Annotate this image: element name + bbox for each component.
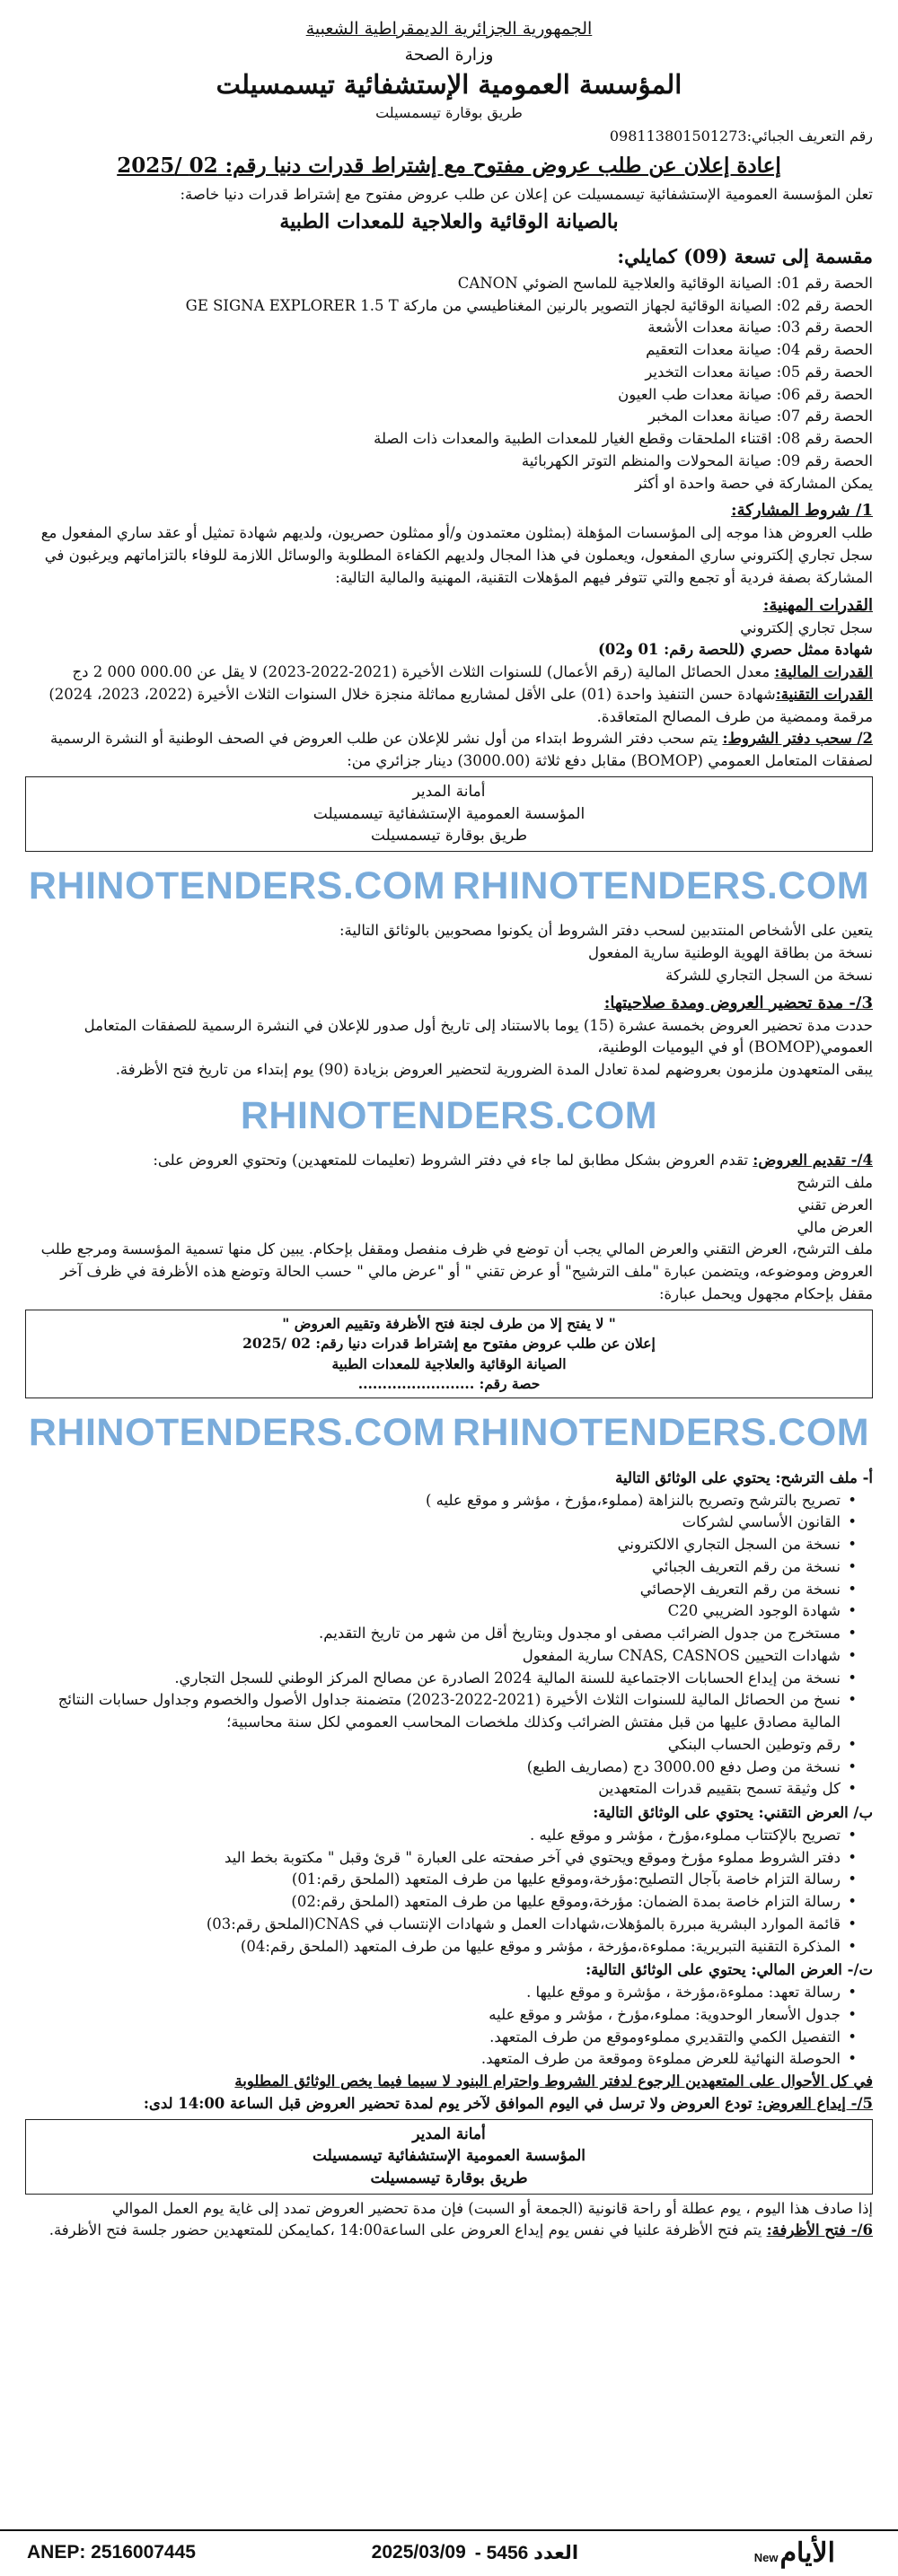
issue-info [372, 2542, 578, 2564]
list-item: • نسخة من رقم التعريف الجبائي [25, 1556, 857, 1579]
intro-text: تعلن المؤسسة العمومية الإستشفائية تيسمسيلت عن إعلان عن طلب عروض مفتوح مع إشتراط قدرات دنيا خاصة: [180, 185, 873, 203]
envelope-label-box [25, 1310, 873, 1399]
list-item: • كل وثيقة تسمح بتقييم قدرات المتعهدين [25, 1778, 857, 1801]
lot-item: الحصة رقم 03: صيانة معدات الأشعة [647, 319, 873, 337]
section-1-body: طلب العروض هذا موجه إلى المؤسسات المؤهلة (بمثلون معتمدون و/أو ممثلون حصريون، ولديهم شهادة تمثيل أو عقد ساري المفعول مع سجل تجاري إلكتروني ساري المفعول، ويعملون في هذا المجال ولديهم الكفاءة المطلوبة والوسائل اللازمة للوفاء بالتزاماتهم ويرغبون في المشاركة بصفة فردية أو تجمع والتي تتوفر فيهم المؤهلات التقنية، المهنية والمالية التالية: [40, 524, 873, 586]
logo-main-text: الأيام [779, 2537, 835, 2569]
financial-offer-heading: ت/- العرض المالي: يحتوي على الوثائق التالية: [585, 1961, 873, 1979]
list-item: • المذكرة التقنية التبريرية: مملوءة،مؤرخة ، مؤشر و موقع عليها من طرف المتعهد (الملحق رقم:04) [25, 1936, 857, 1958]
lot-item: الحصة رقم 01: الصيانة الوقائية والعلاجية للماسح الضوئي CANON [457, 274, 873, 292]
issue-date: 2025/03/09 [371, 2542, 466, 2563]
offer-part: ملف الترشح [797, 1174, 873, 1192]
watermark-row [25, 1404, 873, 1462]
issue-number: - 5456 العدد [474, 2542, 579, 2563]
lot-item: الحصة رقم 06: صيانة معدات طب العيون [618, 385, 873, 403]
financial-capacity-label: القدرات المالية: [774, 663, 873, 681]
lot-item: الحصة رقم 09: صيانة المحولات والمنظم التوتر الكهربائية [521, 451, 873, 469]
withdraw-doc: نسخة من السجل التجاري للشركة [665, 966, 873, 984]
section-6 [25, 2220, 873, 2242]
box-line: الصيانة الوقائية والعلاجية للمعدات الطبية [331, 1354, 567, 1372]
holiday-text: إذا صادف هذا اليوم ، يوم عطلة أو راحة قانونية (الجمعة أو السبت) فإن مدة تحضير العروض تمدد إلى غاية يوم العمل الموالي [111, 2199, 873, 2217]
lot-item: الحصة رقم 07: صيانة معدات المخبر [648, 407, 873, 425]
offer-part: العرض مالي [797, 1218, 873, 1236]
newspaper-footer [0, 2529, 898, 2574]
section-4 [25, 1150, 873, 1172]
section-3-body: حددت مدة تحضير العروض بخمسة عشرة (15) يوما بالاستناد إلى تاريخ أول صدور للإعلان في النشرة الرسمية للصفقات المتعامل العمومي(BOMOP) أو في اليوميات الوطنية، [84, 1016, 873, 1056]
section-4-heading: 4/- تقديم العروض: [753, 1152, 873, 1170]
box-line: أمانة المدير [412, 2125, 486, 2143]
box-line: المؤسسة العمومية الإستشفائية تيسمسيلت [313, 804, 585, 823]
section-6-heading: 6/- فتح الأظرفة: [766, 2221, 873, 2239]
professional-item: سجل تجاري إلكتروني [740, 618, 873, 636]
watermark-row [25, 1087, 873, 1145]
watermark: RHINOTENDERS.COM [452, 863, 870, 907]
list-item: • نسخة من رقم التعريف الإحصائي [25, 1579, 857, 1601]
list-item: • تصريح بالإكتتاب مملوء،مؤرخ ، مؤشر و موقع عليه . [25, 1825, 857, 1847]
section-2 [25, 728, 873, 773]
section-5 [25, 2093, 873, 2116]
financial-capacity-text: معدل الحصائل المالية (رقم الأعمال) للسنوات الثلاث الأخيرة (2021-2022-2023) لا يقل عن 000.00 000 2 دج [72, 663, 775, 681]
list-item: • التفصيل الكمي والتقديري مملوءوموقع من طرف المتعهد. [25, 2027, 857, 2049]
lot-item: الحصة رقم 05: صيانة معدات التخدير [645, 363, 873, 381]
list-item: • رقم وتوطين الحساب البنكي [25, 1734, 857, 1757]
lot-item: يمكن المشاركة في حصة واحدة او أكثر [635, 474, 873, 492]
ministry-header: وزارة الصحة [404, 44, 494, 65]
box-line: طريق بوقارة تيسمسيلت [370, 2169, 528, 2187]
watermark: RHINOTENDERS.COM [28, 863, 446, 907]
section-2-body: يتم سحب دفتر الشروط ابتداء من أول نشر للإعلان عن طلب العروض في الصحف الوطنية أو النشرة الرسمية لصفقات المتعامل العمومي (BOMOP) مقابل دفع ثلاثة (3000.00) دينار جزائري من: [50, 730, 873, 770]
section-6-body: يتم فتح الأظرفة علنيا في نفس يوم إيداع العروض على الساعة14:00 ،كمايمكن للمتعهدين حضور جلسة فتح الأظرفة. [48, 2221, 767, 2239]
list-item: • رسالة التزام خاصة بآجال التصليح:مؤرخة،وموقع عليها من طرف المتعهد (الملحق رقم:01) [25, 1869, 857, 1891]
watermark: RHINOTENDERS.COM [240, 1093, 658, 1137]
newspaper-logo [754, 2537, 835, 2569]
list-item: • تصريح بالترشح وتصريح بالنزاهة (مملوء،مؤرخ ، مؤشر و موقع عليه ) [25, 1490, 857, 1512]
box-line: حصة رقم: ........................ [357, 1374, 541, 1392]
section-3-body: يبقى المتعهدون ملزمون بعروضهم لمدة تعادل المدة الضرورية لتحضير العروض بزيادة (90) يوم إبتداء من تاريخ فتح الأظرفة. [115, 1061, 873, 1079]
candidacy-heading: أ- ملف الترشح: يحتوي على الوثائق التالية [615, 1468, 873, 1486]
list-item: • قائمة الموارد البشرية مبررة بالمؤهلات،شهادات العمل و شهادات الإنتساب في CNAS(الملحق رقم:03) [25, 1914, 857, 1936]
list-item: • رسالة التزام خاصة بمدة الضمان: مؤرخة،وموقع عليها من طرف المتعهد (الملحق رقم:02) [25, 1891, 857, 1914]
technical-offer-list [25, 1825, 873, 1958]
section-4-body: تقدم العروض بشكل مطابق لما جاء في دفتر الشروط (تعليمات للمتعهدين) وتحتوي العروض على: [153, 1152, 753, 1170]
section-2-heading: 2/ سحب دفتر الشروط: [722, 730, 873, 748]
lot-item: الحصة رقم 04: صيانة معدات التعقيم [646, 341, 873, 359]
financial-capacity [25, 662, 873, 684]
lots-title: مقسمة إلى تسعة (09) كمايلي: [617, 245, 873, 268]
deposit-address-box [25, 2119, 873, 2195]
candidacy-list [25, 1490, 873, 1801]
section-4-body: ملف الترشح، العرض التقني والعرض المالي يجب أن توضع في ظرف منفصل ومقفل بإحكام. يبين كل منها تسمية المؤسسة ومرجع طلب العروض وموضوعه، ويتضمن عبارة "ملف الترشيح" أو عرض تقني " أو "عرض مالي " حسب الحالة وتوضع هذه الأظرفة في ظرف آخر مقفل بإحكام مجهول ويحمل عبارة: [40, 1240, 873, 1302]
institution-header: المؤسسة العمومية الإستشفائية تيسمسيلت [216, 69, 682, 100]
technical-capacity-label: القدرات التقنية: [775, 685, 873, 703]
withdraw-requirements: يتعين على الأشخاص المنتدبين لسحب دفتر الشروط أن يكونوا مصحوبين بالوثائق التالية: [339, 922, 873, 940]
technical-capacity [25, 684, 873, 729]
withdrawal-address-box [25, 776, 873, 852]
box-line: المؤسسة العمومية الإستشفائية تيسمسيلت [312, 2147, 586, 2166]
watermark: RHINOTENDERS.COM [28, 1411, 446, 1455]
box-line: أمانة المدير [412, 782, 486, 801]
anep-number: ANEP: 2516007445 [27, 2542, 196, 2563]
watermark-row [25, 857, 873, 916]
list-item: • نسخة من وصل دفع 3000.00 دج (مصاريف الطبع) [25, 1757, 857, 1779]
logo-small-text: New [753, 2550, 779, 2564]
list-item: • نسخة من إيداع الحسابات الاجتماعية للسنة المالية 2024 الصادرة عن مصالح المركز الوطني للسجل التجاري. [25, 1668, 857, 1690]
lot-item: الحصة رقم 02: الصيانة الوقائية لجهاز التصوير بالرنين المغناطيسي من ماركة GE SIGNA EXPLORER 1.5 T [185, 296, 873, 314]
box-line: طريق بوقارة تيسمسيلت [370, 827, 528, 846]
notice-subtitle: بالصيانة الوقائية والعلاجية للمعدات الطبية [279, 210, 619, 234]
list-item: • القانون الأساسي لشركات [25, 1511, 857, 1534]
list-item: • نسخة من السجل التجاري الالكتروني [25, 1534, 857, 1556]
list-item: • نسخ من الحصائل المالية للسنوات الثلاث الأخيرة (2021-2022-2023) متضمنة جداول الأصول والخصوم وجداول حسابات النتائج المالية مصادق عليها من قبل مفتش الضرائب وكذلك ملخصات المحاسب العمومي لكل سنة محاسبية؛ [25, 1689, 857, 1734]
list-item: • مستخرج من جدول الضرائب مصفى او مجدول وبتاريخ أقل من شهر من تاريخ التقديم. [25, 1623, 857, 1645]
watermark: RHINOTENDERS.COM [452, 1411, 870, 1455]
list-item: • دفتر الشروط مملوء مؤرخ وموقع ويحتوي في آخر صفحته على العبارة " قرئ وقبل " مكتوبة بخط اليد [25, 1847, 857, 1870]
box-line: " لا يفتح إلا من طرف لجنة فتح الأظرفة وتقييم العروض " [282, 1314, 616, 1332]
important-notice: في كل الأحوال على المتعهدين الرجوع لدفتر الشروط واحترام البنود لا سيما فيما يخص الوثائق المطلوبة [234, 2072, 873, 2090]
list-item: • شهادة الوجود الضريبي C20 [25, 1600, 857, 1623]
list-item: • رسالة تعهد: مملوءة،مؤرخة ، مؤشرة و موقع عليها . [25, 1982, 857, 2004]
section-1-heading: 1/ شروط المشاركة: [731, 501, 873, 521]
section-3-heading: 3/- مدة تحضير العروض ومدة صلاحيتها: [603, 993, 873, 1012]
financial-offer-list [25, 1982, 873, 2071]
address-header: طريق بوقارة تيسمسيلت [375, 104, 523, 122]
list-item: • جدول الأسعار الوحدوية: مملوء،مؤرخ ، مؤشر و موقع عليه [25, 2004, 857, 2027]
professional-capacity-heading: القدرات المهنية: [762, 595, 873, 615]
document-body [25, 16, 873, 2242]
withdraw-doc: نسخة من بطاقة الهوية الوطنية سارية المفعول [587, 944, 873, 962]
professional-item: شهادة ممثل حصري (للحصة رقم: 01 و02) [597, 641, 873, 659]
list-item: • الحوصلة النهائية للعرض مملوءة وموقعة من طرف المتعهد. [25, 2048, 857, 2071]
republic-header: الجمهورية الجزائرية الديمقراطية الشعبية [305, 19, 593, 39]
section-5-heading: 5/- إيداع العروض: [757, 2094, 873, 2112]
tax-id: رقم التعريف الجبائي:098113801501273 [609, 127, 873, 145]
lot-item: الحصة رقم 08: اقتناء الملحقات وقطع الغيار للمعدات الطبية والمعدات ذات الصلة [374, 430, 873, 448]
notice-title: إعادة إعلان عن طلب عروض مفتوح مع إشتراط قدرات دنيا رقم: 02 /2025 [117, 153, 781, 179]
offer-part: العرض تقني [797, 1196, 873, 1214]
section-5-body: تودع العروض ولا ترسل في اليوم الموافق لآخر يوم لمدة تحضير العروض قبل الساعة 14:00 لدى: [143, 2094, 758, 2112]
lots-list [25, 273, 873, 495]
box-line: إعلان عن طلب عروض مفتوح مع إشتراط قدرات دنيا رقم: 02 /2025 [242, 1335, 656, 1353]
technical-capacity-text: شهادة حسن التنفيذ واحدة (01) على الأقل لمشاريع مماثلة منجزة خلال السنوات الثلاث الأخيرة (2022، 2023، 2024) مرقمة وممضية من طرف المصالح المتعاقدة. [48, 685, 873, 725]
technical-offer-heading: ب/ العرض التقني: يحتوي على الوثائق التالية: [593, 1804, 873, 1822]
list-item: • شهادات التحيين CNAS, CASNOS سارية المفعول [25, 1645, 857, 1668]
